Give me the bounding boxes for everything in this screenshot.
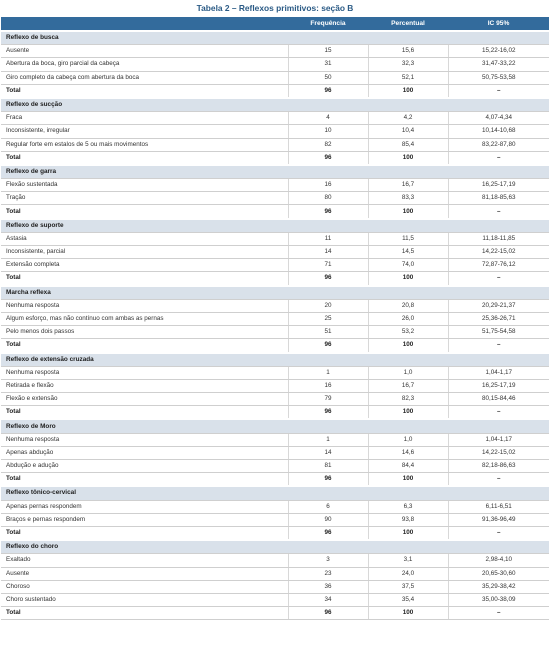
frequency-cell: 96 — [288, 151, 368, 165]
table-row — [1, 45, 549, 58]
frequency-cell: 96 — [288, 84, 368, 98]
ci-cell: 14,22-15,02 — [448, 446, 549, 459]
table-row — [1, 232, 549, 245]
ci-cell: – — [448, 84, 549, 98]
row-label: Retirada e flexão — [1, 379, 288, 392]
frequency-cell: 6 — [288, 500, 368, 513]
ci-cell: 51,75-54,58 — [448, 326, 549, 339]
row-label: Total — [1, 406, 288, 420]
row-label: Abertura da boca, giro parcial da cabeça — [1, 58, 288, 71]
section-header — [1, 419, 549, 433]
row-label: Total — [1, 205, 288, 219]
frequency-cell: 79 — [288, 393, 368, 406]
ci-cell: 35,29-38,42 — [448, 580, 549, 593]
row-label: Tração — [1, 192, 288, 205]
row-label: Total — [1, 526, 288, 540]
row-label: Nenhuma resposta — [1, 299, 288, 312]
percent-cell: 4,2 — [368, 112, 448, 125]
row-label: Choro sustentado — [1, 593, 288, 606]
frequency-cell: 51 — [288, 326, 368, 339]
table-row — [1, 192, 549, 205]
section-title: Reflexo do choro — [1, 540, 549, 554]
table-row — [1, 125, 549, 138]
section-header — [1, 219, 549, 233]
percent-cell: 53,2 — [368, 326, 448, 339]
row-label: Flexão sustentada — [1, 179, 288, 192]
ci-cell: – — [448, 607, 549, 620]
frequency-cell: 15 — [288, 45, 368, 58]
total-row — [1, 84, 549, 98]
row-label: Inconsistente, parcial — [1, 246, 288, 259]
percent-cell: 74,0 — [368, 259, 448, 272]
total-row — [1, 205, 549, 219]
frequency-cell: 3 — [288, 554, 368, 567]
section-title: Reflexo de extensão cruzada — [1, 353, 549, 367]
percent-cell: 3,1 — [368, 554, 448, 567]
row-label: Braços e pernas respondem — [1, 513, 288, 526]
table-row — [1, 513, 549, 526]
section-title: Reflexo de sucção — [1, 98, 549, 112]
section-title: Reflexo de busca — [1, 31, 549, 45]
section-title: Reflexo de Moro — [1, 419, 549, 433]
row-label: Ausente — [1, 45, 288, 58]
ci-cell: 4,07-4,34 — [448, 112, 549, 125]
percent-cell: 1,0 — [368, 366, 448, 379]
ci-cell: 91,36-96,49 — [448, 513, 549, 526]
header-frequency: Frequência — [288, 17, 368, 31]
percent-cell: 100 — [368, 205, 448, 219]
frequency-cell: 50 — [288, 71, 368, 84]
percent-cell: 83,3 — [368, 192, 448, 205]
percent-cell: 16,7 — [368, 379, 448, 392]
percent-cell: 82,3 — [368, 393, 448, 406]
percent-cell: 85,4 — [368, 138, 448, 151]
row-label: Nenhuma resposta — [1, 433, 288, 446]
section-header — [1, 98, 549, 112]
frequency-cell: 80 — [288, 192, 368, 205]
section-title: Marcha reflexa — [1, 286, 549, 300]
table-row — [1, 179, 549, 192]
ci-cell: 35,00-38,09 — [448, 593, 549, 606]
ci-cell: – — [448, 272, 549, 286]
frequency-cell: 4 — [288, 112, 368, 125]
table-caption: Tabela 2 – Reflexos primitivos: seção B — [196, 3, 354, 13]
total-row — [1, 339, 549, 353]
table-row — [1, 500, 549, 513]
frequency-cell: 96 — [288, 272, 368, 286]
row-label: Flexão e extensão — [1, 393, 288, 406]
table-row — [1, 299, 549, 312]
ci-cell: 20,65-30,60 — [448, 567, 549, 580]
row-label: Total — [1, 339, 288, 353]
table-row — [1, 446, 549, 459]
ci-cell: 6,11-6,51 — [448, 500, 549, 513]
table-row — [1, 567, 549, 580]
section-header — [1, 540, 549, 554]
section-title: Reflexo tônico-cervical — [1, 486, 549, 500]
table-row — [1, 580, 549, 593]
total-row — [1, 473, 549, 487]
frequency-cell: 96 — [288, 205, 368, 219]
percent-cell: 10,4 — [368, 125, 448, 138]
frequency-cell: 36 — [288, 580, 368, 593]
table-body — [1, 31, 549, 620]
table-row — [1, 312, 549, 325]
total-row — [1, 607, 549, 620]
total-row — [1, 272, 549, 286]
frequency-cell: 11 — [288, 232, 368, 245]
percent-cell: 52,1 — [368, 71, 448, 84]
row-label: Algum esforço, mas não contínuo com ambas as pernas — [1, 312, 288, 325]
total-row — [1, 526, 549, 540]
header-ci: IC 95% — [448, 17, 549, 31]
ci-cell: 20,29-21,37 — [448, 299, 549, 312]
ci-cell: 83,22-87,80 — [448, 138, 549, 151]
percent-cell: 14,5 — [368, 246, 448, 259]
percent-cell: 15,6 — [368, 45, 448, 58]
percent-cell: 1,0 — [368, 433, 448, 446]
row-label: Extensão completa — [1, 259, 288, 272]
percent-cell: 100 — [368, 84, 448, 98]
percent-cell: 93,8 — [368, 513, 448, 526]
frequency-cell: 34 — [288, 593, 368, 606]
frequency-cell: 82 — [288, 138, 368, 151]
row-label: Total — [1, 272, 288, 286]
frequency-cell: 90 — [288, 513, 368, 526]
total-row — [1, 406, 549, 420]
table-header — [1, 17, 549, 31]
ci-cell: 16,25-17,19 — [448, 379, 549, 392]
percent-cell: 26,0 — [368, 312, 448, 325]
ci-cell: 1,04-1,17 — [448, 366, 549, 379]
table-row — [1, 460, 549, 473]
frequency-cell: 23 — [288, 567, 368, 580]
row-label: Apenas abdução — [1, 446, 288, 459]
ci-cell: – — [448, 151, 549, 165]
percent-cell: 11,5 — [368, 232, 448, 245]
ci-cell: 10,14-10,68 — [448, 125, 549, 138]
row-label: Nenhuma resposta — [1, 366, 288, 379]
frequency-cell: 20 — [288, 299, 368, 312]
frequency-cell: 71 — [288, 259, 368, 272]
table-row — [1, 366, 549, 379]
total-row — [1, 151, 549, 165]
reflex-table — [1, 17, 549, 620]
row-label: Total — [1, 84, 288, 98]
section-header — [1, 165, 549, 179]
ci-cell: 31,47-33,22 — [448, 58, 549, 71]
section-header — [1, 353, 549, 367]
frequency-cell: 96 — [288, 607, 368, 620]
table-row — [1, 138, 549, 151]
ci-cell: 81,18-85,63 — [448, 192, 549, 205]
percent-cell: 100 — [368, 406, 448, 420]
ci-cell: – — [448, 526, 549, 540]
percent-cell: 6,3 — [368, 500, 448, 513]
ci-cell: 16,25-17,19 — [448, 179, 549, 192]
row-label: Abdução e adução — [1, 460, 288, 473]
percent-cell: 35,4 — [368, 593, 448, 606]
percent-cell: 100 — [368, 526, 448, 540]
row-label: Apenas pernas respondem — [1, 500, 288, 513]
frequency-cell: 1 — [288, 366, 368, 379]
table-row — [1, 58, 549, 71]
frequency-cell: 14 — [288, 446, 368, 459]
ci-cell: – — [448, 339, 549, 353]
section-header — [1, 486, 549, 500]
ci-cell: 2,98-4,10 — [448, 554, 549, 567]
frequency-cell: 25 — [288, 312, 368, 325]
table-row — [1, 393, 549, 406]
frequency-cell: 14 — [288, 246, 368, 259]
section-title: Reflexo de garra — [1, 165, 549, 179]
ci-cell: 72,87-76,12 — [448, 259, 549, 272]
ci-cell: 80,15-84,46 — [448, 393, 549, 406]
frequency-cell: 10 — [288, 125, 368, 138]
row-label: Astasia — [1, 232, 288, 245]
frequency-cell: 96 — [288, 473, 368, 487]
table-row — [1, 259, 549, 272]
row-label: Pelo menos dois passos — [1, 326, 288, 339]
frequency-cell: 96 — [288, 526, 368, 540]
ci-cell: 15,22-16,02 — [448, 45, 549, 58]
percent-cell: 37,5 — [368, 580, 448, 593]
ci-cell: 82,18-86,63 — [448, 460, 549, 473]
table-row — [1, 246, 549, 259]
row-label: Regular forte em estalos de 5 ou mais movimentos — [1, 138, 288, 151]
table-row — [1, 433, 549, 446]
ci-cell: – — [448, 473, 549, 487]
row-label: Total — [1, 151, 288, 165]
row-label: Ausente — [1, 567, 288, 580]
table-row — [1, 112, 549, 125]
frequency-cell: 96 — [288, 406, 368, 420]
frequency-cell: 16 — [288, 379, 368, 392]
percent-cell: 100 — [368, 339, 448, 353]
row-label: Inconsistente, irregular — [1, 125, 288, 138]
row-label: Exaltado — [1, 554, 288, 567]
table-row — [1, 593, 549, 606]
table-row — [1, 71, 549, 84]
row-label: Total — [1, 607, 288, 620]
ci-cell: – — [448, 406, 549, 420]
header-row — [1, 17, 549, 31]
section-header — [1, 31, 549, 45]
row-label: Giro completo da cabeça com abertura da boca — [1, 71, 288, 84]
header-percent: Percentual — [368, 17, 448, 31]
percent-cell: 20,8 — [368, 299, 448, 312]
percent-cell: 24,0 — [368, 567, 448, 580]
ci-cell: 25,36-26,71 — [448, 312, 549, 325]
row-label: Total — [1, 473, 288, 487]
ci-cell: 11,18-11,85 — [448, 232, 549, 245]
percent-cell: 14,6 — [368, 446, 448, 459]
row-label: Fraca — [1, 112, 288, 125]
percent-cell: 32,3 — [368, 58, 448, 71]
percent-cell: 100 — [368, 272, 448, 286]
ci-cell: 1,04-1,17 — [448, 433, 549, 446]
table-row — [1, 379, 549, 392]
ci-cell: 14,22-15,02 — [448, 246, 549, 259]
ci-cell: 50,75-53,58 — [448, 71, 549, 84]
ci-cell: – — [448, 205, 549, 219]
percent-cell: 84,4 — [368, 460, 448, 473]
table-row — [1, 554, 549, 567]
percent-cell: 100 — [368, 473, 448, 487]
section-title: Reflexo de suporte — [1, 219, 549, 233]
frequency-cell: 31 — [288, 58, 368, 71]
frequency-cell: 81 — [288, 460, 368, 473]
frequency-cell: 16 — [288, 179, 368, 192]
percent-cell: 100 — [368, 607, 448, 620]
row-label: Choroso — [1, 580, 288, 593]
header-label — [1, 17, 288, 31]
percent-cell: 16,7 — [368, 179, 448, 192]
table-row — [1, 326, 549, 339]
frequency-cell: 1 — [288, 433, 368, 446]
section-header — [1, 286, 549, 300]
percent-cell: 100 — [368, 151, 448, 165]
frequency-cell: 96 — [288, 339, 368, 353]
